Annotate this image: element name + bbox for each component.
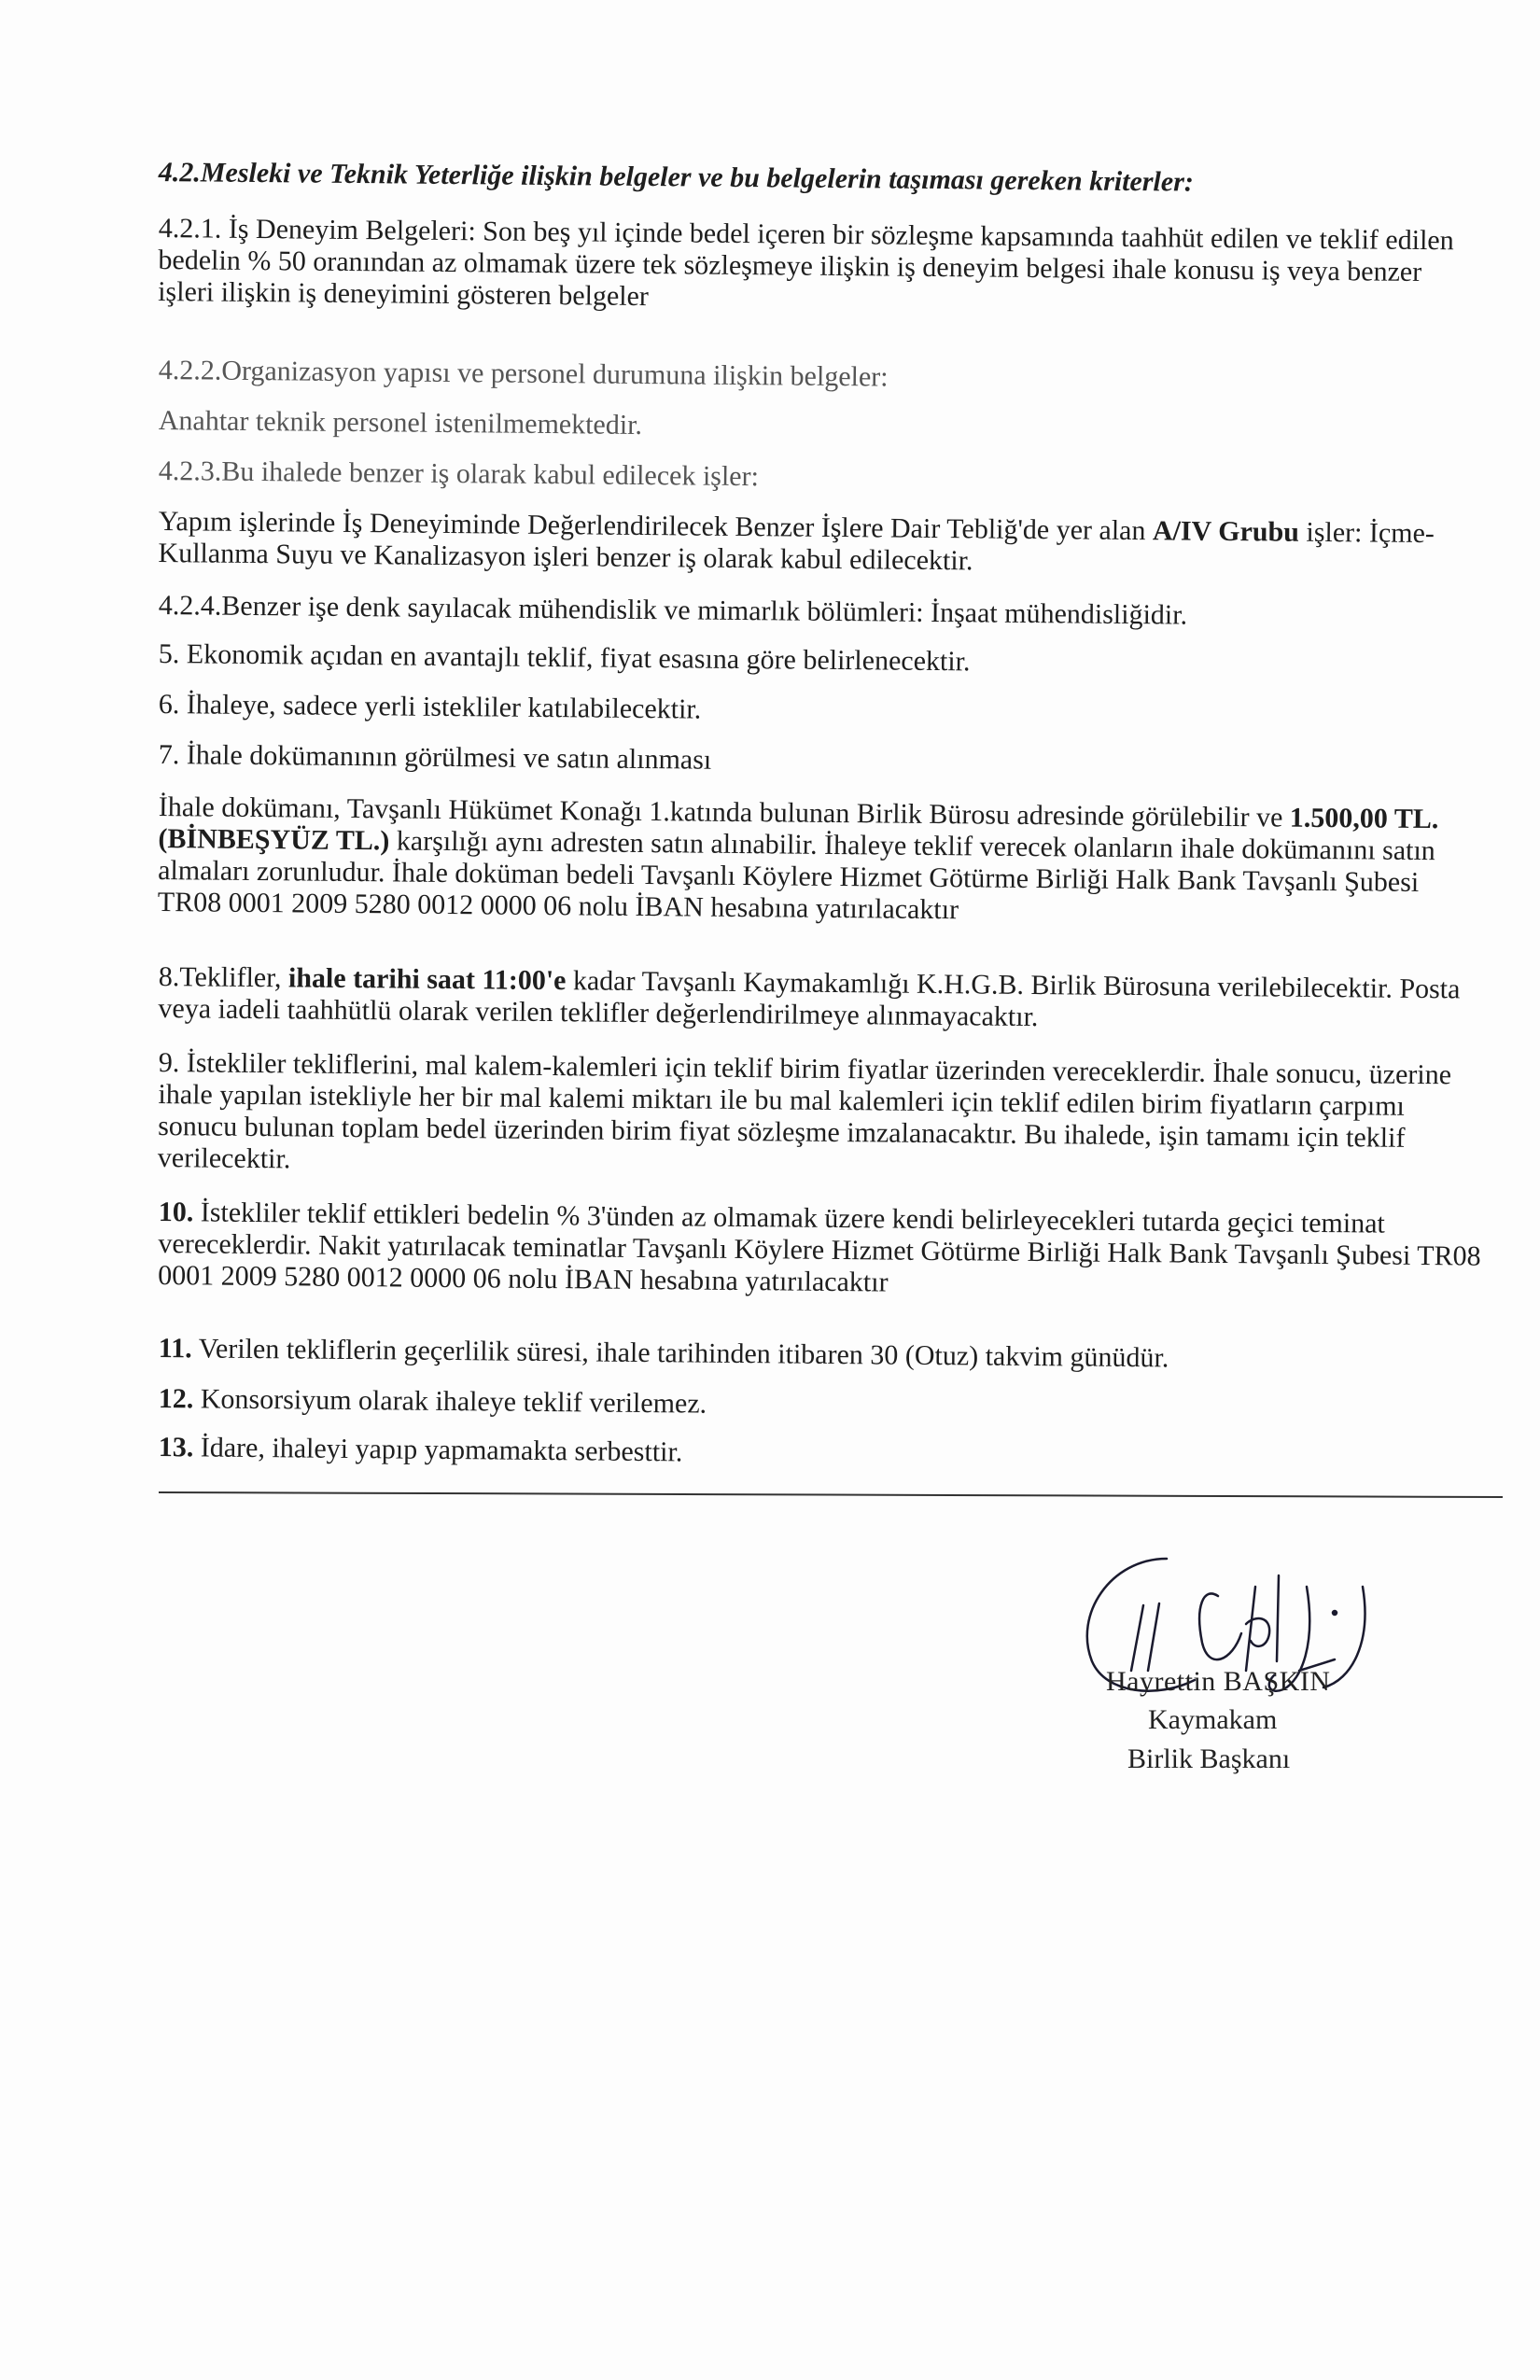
paragraph-4-2-3-text — [158, 506, 1484, 582]
gecerlilik-text: Verilen tekliflerin geçerlilik süresi, ihale tarihinden itibaren 30 (Otuz) takvim günüdür. — [198, 1333, 1169, 1374]
benzer-is-text-2: işler: İçme-Kullanma Suyu ve Kanalizasyon işleri benzer iş olarak kabul edilecektir. — [158, 516, 1435, 577]
paragraph-11 — [159, 1333, 1484, 1378]
item-number-11: 11. — [158, 1333, 192, 1365]
item-number-12: 12. — [158, 1383, 194, 1415]
teminat-text: İstekliler teklif ettikleri bedelin % 3'ünden az olmamak üzere kendi belirleyecekleri tutarda geçici teminat vereceklerdir. Nakit yatırılacak teminatlar Tavşanlı Köylere Hizmet Götürme Birliği Halk Bank Tavşanlı Şubesi TR08 0001 2009 5280 0012 0000 06 nolu İBAN hesabına yatırılacaktır — [158, 1197, 1481, 1298]
dokuman-text-1: İhale dokümanı, Tavşanlı Hükümet Konağı 1.katında bulunan Birlik Bürosu adresinde görülebilir ve — [158, 791, 1283, 833]
paragraph-10 — [158, 1197, 1484, 1305]
paragraph-12 — [159, 1383, 1484, 1428]
paragraph-4-2-1: 4.2.1. İş Deneyim Belgeleri: Son beş yıl içinde bedel içeren bir sözleşme kapsamında taahhüt edilen ve teklif edilen bedelin % 50 oranından az olmamak üzere tek sözleşmeye ilişkin iş deneyim belgesi ihale konusu iş veya benzer işleri ilişkin iş deneyimini gösteren belgeler — [158, 213, 1454, 313]
paragraph-13 — [159, 1432, 1484, 1477]
paragraph-4-2-3: 4.2.3.Bu ihalede benzer iş olarak kabul edilecek işler: — [158, 455, 760, 493]
dokuman-price: 1.500,00 TL. (BİNBEŞYÜZ TL.) — [158, 802, 1439, 857]
paragraph-7-text — [158, 791, 1484, 931]
signature-block — [1055, 1531, 1447, 1811]
section-heading: 4.2.Mesleki ve Teknik Yeterliğe ilişkin belgeler ve bu belgelerin taşıması gereken kriterler: — [158, 157, 1194, 198]
paragraph-4-2-2: 4.2.2.Organizasyon yapısı ve personel durumuna ilişkin belgeler: — [158, 355, 889, 393]
paragraph-5: 5. Ekonomik açıdan en avantajlı teklif, fiyat esasına göre belirlenecektir. — [158, 638, 971, 678]
konsorsiyum-text: Konsorsiyum olarak ihaleye teklif verilemez. — [200, 1383, 707, 1420]
signatory-title: Kaymakam — [1148, 1704, 1278, 1735]
item-number-13: 13. — [158, 1432, 194, 1463]
teklifler-label: 8.Teklifler, — [158, 961, 282, 994]
benzer-is-text: Yapım işlerinde İş Deneyiminde Değerlendirilecek Benzer İşlere Dair Tebliğ'de yer alan — [158, 506, 1146, 547]
dokuman-text-2: karşılığı aynı adresten satın alınabilir. İhaleye teklif verecek olanların ihale dokümanını satın almaları zorunludur. İhale doküman bedeli Tavşanlı Köylere Hizmet Götürme Birliği Halk Bank Tavşanlı Şubesi TR08 0001 2009 5280 0012 0000 06 nolu İBAN hesabına yatırılacaktır — [157, 825, 1435, 926]
idare-text: İdare, ihaleyi yapıp yapmamakta serbesttir. — [200, 1432, 683, 1468]
ihale-saat: ihale tarihi saat 11:00'e — [287, 962, 567, 997]
horizontal-divider — [159, 1491, 1503, 1498]
teklifler-text: kadar Tavşanlı Kaymakamlığı K.H.G.B. Birlik Bürosuna verilebilecektir. Posta veya iadeli taahhütlü olarak verilen teklifler değerlendirilmeye alınmayacaktır. — [158, 965, 1461, 1033]
paragraph-6: 6. İhaleye, sadece yerli istekliler katılabilecektir. — [158, 689, 702, 725]
paragraph-7: 7. İhale dokümanının görülmesi ve satın alınması — [158, 739, 712, 776]
signatory-org: Birlik Başkanı — [1127, 1743, 1291, 1774]
item-number-10: 10. — [158, 1197, 194, 1228]
signatory-name: Hayrettin BAŞKIN — [1106, 1666, 1331, 1697]
paragraph-4-2-4: 4.2.4.Benzer işe denk sayılacak mühendislik ve mimarlık bölümleri: İnşaat mühendisliğidir. — [158, 590, 1188, 631]
group-label: A/IV Grubu — [1152, 515, 1300, 548]
paragraph-9: 9. İstekliler tekliflerini, mal kalem-kalemleri için teklif birim fiyatlar üzerinden vereceklerdir. İhale sonucu, üzerine ihale yapılan istekliyle her bir mal kalemi miktarı ile bu mal kalemleri için teklif edilen birim fiyatların çarpımı sonucu bulunan toplam bedel üzerinden birim fiyat sözleşme imzalanacaktır. Bu ihalede, işin tamamı için teklif verilecektir. — [157, 1047, 1452, 1175]
paragraph-4-2-2-note: Anahtar teknik personel istenilmemektedir. — [158, 405, 643, 441]
paragraph-8 — [158, 961, 1484, 1038]
